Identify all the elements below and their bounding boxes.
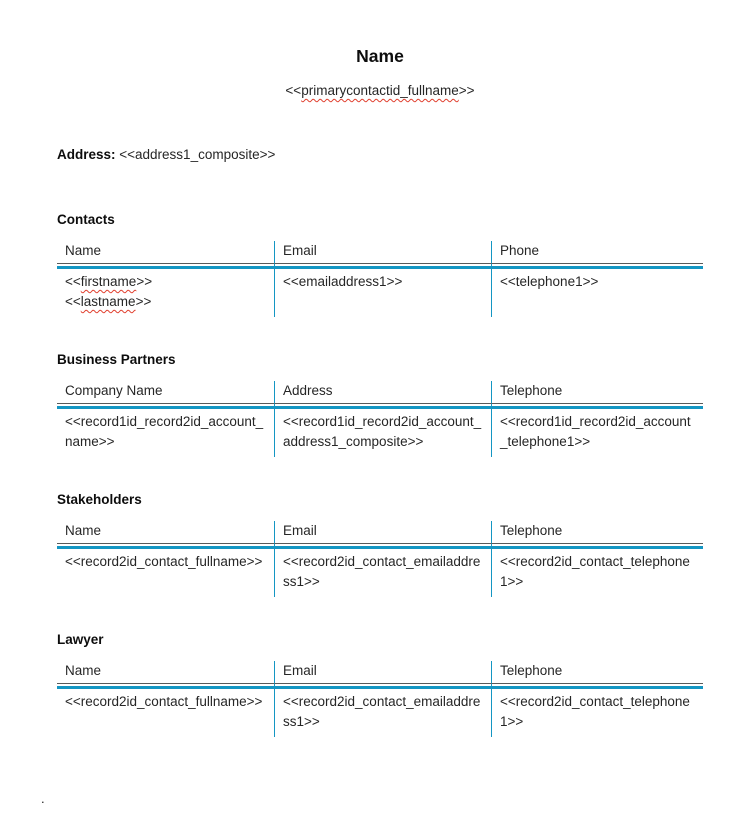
phone-placeholder: <<telephone1>>: [500, 274, 599, 289]
placeholder-field-name: lastname: [80, 294, 136, 309]
document-content: [57, 44, 703, 737]
telephone-placeholder: <<record2id_contact_telephone1>>: [500, 554, 690, 589]
stakeholders-header-row: [57, 521, 703, 544]
stakeholder-email-cell: [274, 546, 491, 597]
business-partners-table: [57, 381, 703, 457]
contacts-column-header-phone: Phone: [491, 241, 703, 264]
bp-column-header-address: Address: [274, 381, 491, 404]
document-title: Name: [356, 46, 404, 66]
placeholder-field-name: firstname: [80, 274, 137, 289]
stakeholders-table: [57, 521, 703, 597]
contacts-table: [57, 241, 703, 317]
lawyer-name-cell: [57, 686, 274, 737]
contact-name-cell: [57, 266, 274, 317]
document-page: [0, 44, 742, 815]
placeholder-open-brackets: <<: [285, 83, 302, 98]
email-placeholder: <<emailaddress1>>: [283, 274, 403, 289]
address-line: [57, 146, 703, 164]
address-label: Address:: [57, 147, 116, 162]
lawyer-email-cell: [274, 686, 491, 737]
contacts-table-row: [57, 266, 703, 317]
address-placeholder: <<record1id_record2id_account_address1_composite>>: [283, 414, 482, 449]
lawyer-table-row: [57, 686, 703, 737]
contacts-column-header-name: Name: [57, 241, 274, 264]
stakeholders-heading: Stakeholders: [57, 492, 142, 507]
bp-column-header-company-name: Company Name: [57, 381, 274, 404]
business-partners-heading: Business Partners: [57, 352, 176, 367]
fullname-placeholder: <<record2id_contact_fullname>>: [65, 694, 263, 709]
email-placeholder: <<record2id_contact_emailaddress1>>: [283, 554, 481, 589]
telephone-placeholder: <<record2id_contact_telephone1>>: [500, 694, 690, 729]
email-placeholder: <<record2id_contact_emailaddress1>>: [283, 694, 481, 729]
stakeholder-name-cell: [57, 546, 274, 597]
paragraph-mark-dot: .: [41, 791, 45, 806]
fullname-placeholder: <<record2id_contact_fullname>>: [65, 554, 263, 569]
stakeholders-column-header-telephone: Telephone: [491, 521, 703, 544]
stakeholders-column-header-email: Email: [274, 521, 491, 544]
contacts-header-row: [57, 241, 703, 264]
placeholder-field-name: primarycontactid_fullname: [301, 83, 459, 98]
placeholder-close-brackets: >>: [136, 274, 153, 289]
lawyer-heading: Lawyer: [57, 632, 104, 647]
lawyer-header-row: [57, 661, 703, 684]
firstname-placeholder-line: [65, 272, 266, 292]
business-partners-header-row: [57, 381, 703, 404]
bp-company-name-cell: [57, 406, 274, 457]
contacts-column-header-email: Email: [274, 241, 491, 264]
contact-phone-cell: [491, 266, 703, 317]
lawyer-column-header-telephone: Telephone: [491, 661, 703, 684]
placeholder-open-brackets: <<: [65, 294, 81, 309]
company-name-placeholder: <<record1id_record2id_account_name>>: [65, 414, 264, 449]
stakeholder-telephone-cell: [491, 546, 703, 597]
lawyer-table: [57, 661, 703, 737]
bp-column-header-telephone: Telephone: [491, 381, 703, 404]
business-partners-table-row: [57, 406, 703, 457]
lastname-placeholder-line: [65, 292, 266, 312]
placeholder-close-brackets: >>: [135, 294, 152, 309]
contact-email-cell: [274, 266, 491, 317]
stakeholders-column-header-name: Name: [57, 521, 274, 544]
contacts-heading: Contacts: [57, 212, 115, 227]
primary-contact-placeholder: [57, 82, 703, 100]
lawyer-column-header-email: Email: [274, 661, 491, 684]
bp-telephone-cell: [491, 406, 703, 457]
telephone-placeholder: <<record1id_record2id_account_telephone1>>: [500, 414, 691, 449]
bp-address-cell: [274, 406, 491, 457]
address-placeholder: <<address1_composite>>: [115, 147, 276, 162]
placeholder-close-brackets: >>: [458, 83, 475, 98]
lawyer-column-header-name: Name: [57, 661, 274, 684]
lawyer-telephone-cell: [491, 686, 703, 737]
placeholder-open-brackets: <<: [65, 274, 81, 289]
stakeholders-table-row: [57, 546, 703, 597]
